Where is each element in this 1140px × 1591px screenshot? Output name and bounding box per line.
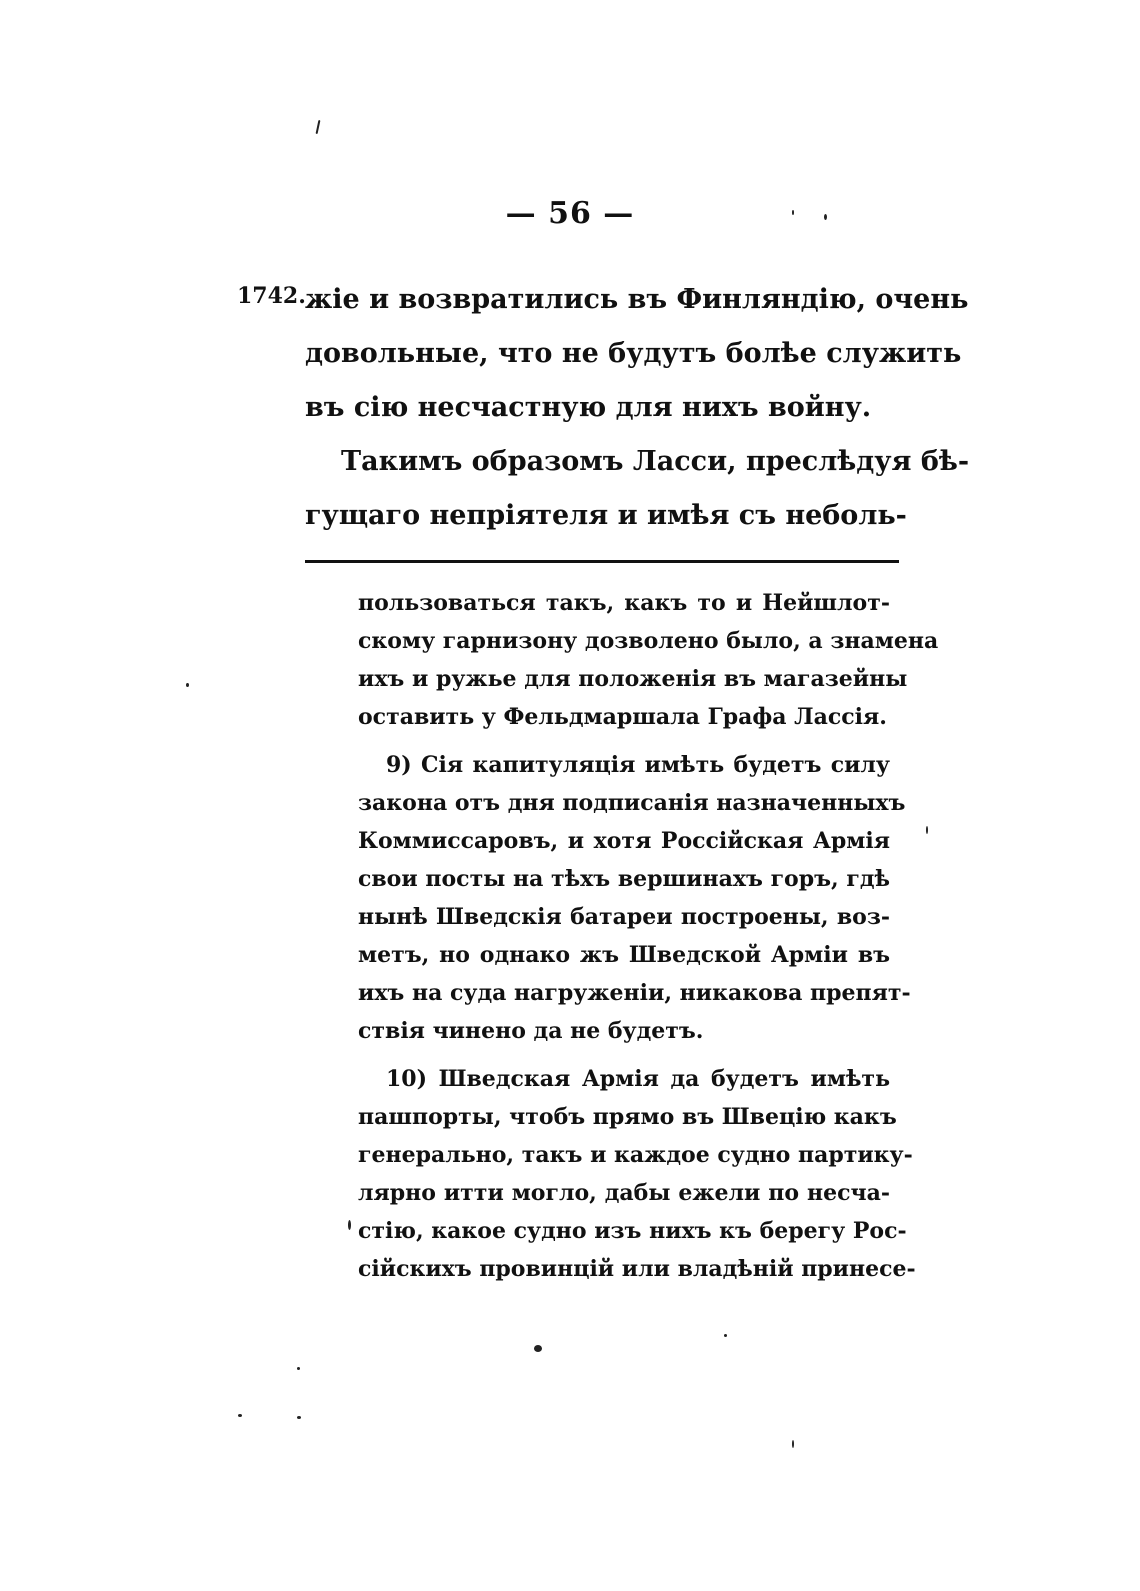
footnote-line: стію, какое судно изъ нихъ къ берегу Рос- <box>358 1218 907 1244</box>
footnote-line: пользоваться такъ, какъ то и Нейшлот- <box>358 590 890 616</box>
footnote-line: свои посты на тѣхъ вершинахъ горъ, гдѣ <box>358 866 890 892</box>
footnote <box>358 584 939 1288</box>
scan-speck <box>348 1220 351 1230</box>
footnote-divider <box>305 560 899 563</box>
main-text-line: Такимъ образомъ Ласси, преслѣдуя бѣ- <box>341 446 970 477</box>
footnote-line: сійскихъ провинцій или владѣній принесе- <box>358 1256 916 1282</box>
scan-speck <box>238 1414 242 1417</box>
margin-year: 1742. <box>237 283 306 309</box>
main-text <box>305 273 970 543</box>
scan-speck <box>297 1416 301 1419</box>
footnote-line: лярно итти могло, дабы ежели по несча- <box>358 1180 890 1206</box>
footnote-line: ихъ на суда нагруженіи, никакова препят- <box>358 980 911 1006</box>
footnote-line: ихъ и ружье для положенія въ магазейны <box>358 666 908 692</box>
footnote-line: Коммиссаровъ, и хотя Россійская Армія <box>358 828 890 854</box>
footnote-line: пашпорты, чтобъ прямо въ Швецію какъ <box>358 1104 897 1130</box>
main-text-line: довольные, что не будутъ болѣе служить <box>305 338 962 369</box>
footnote-line: оставить у Фельдмаршала Графа Лассія. <box>358 704 887 730</box>
scan-speck <box>926 826 928 834</box>
footnote-line: скому гарнизону дозволено было, а знамена <box>358 628 939 654</box>
main-text-line: жіе и возвратились въ Финляндію, очень <box>305 284 969 315</box>
paragraph-gap <box>358 736 890 746</box>
scan-speck <box>724 1334 727 1337</box>
footnote-line: 10) Шведская Армія да будетъ имѣть <box>386 1066 890 1092</box>
footnote-line: метъ, но однако жъ Шведской Арміи въ <box>358 942 890 968</box>
scan-speck <box>297 1367 300 1370</box>
scan-speck <box>792 1440 794 1448</box>
paragraph-gap <box>358 1050 890 1060</box>
scan-speck <box>316 120 321 134</box>
footnote-line: закона отъ дня подписанія назначенныхъ <box>358 790 906 816</box>
page-number: — 56 — <box>505 196 635 231</box>
footnote-line: 9) Сія капитуляція имѣть будетъ силу <box>386 752 890 778</box>
footnote-line: ствія чинено да не будетъ. <box>358 1018 704 1044</box>
scan-speck <box>824 214 827 220</box>
footnote-line: генерально, такъ и каждое судно партику- <box>358 1142 913 1168</box>
main-text-line: въ сію несчастную для нихъ войну. <box>305 392 872 423</box>
main-text-line: гущаго непріятеля и имѣя съ неболь- <box>305 500 907 531</box>
scan-speck <box>534 1345 542 1352</box>
footnote-line: нынѣ Шведскія батареи построены, воз- <box>358 904 890 930</box>
scan-speck <box>792 210 794 215</box>
scan-speck <box>186 683 189 687</box>
